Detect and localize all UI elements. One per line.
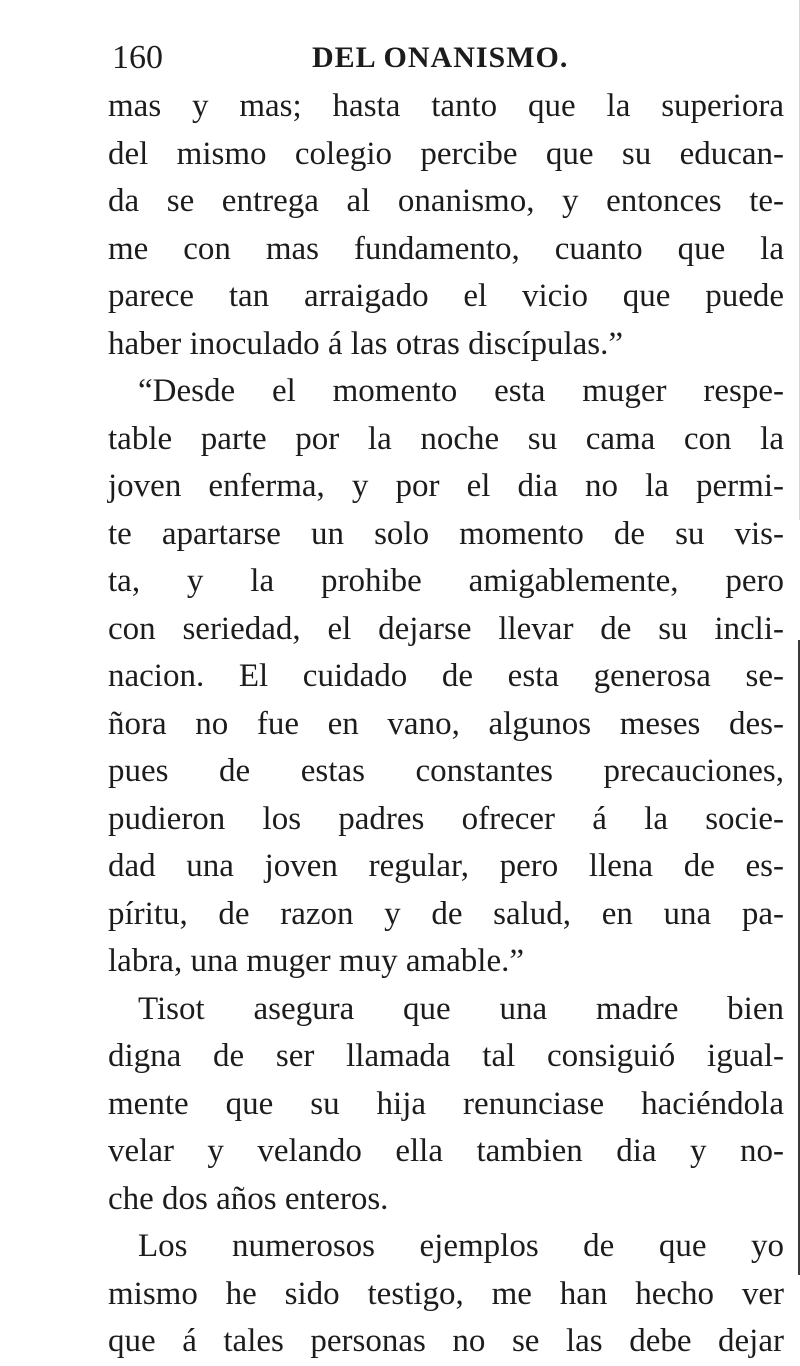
text-line: pues de estas constantes precauciones, (108, 753, 784, 789)
page-number: 160 (112, 39, 163, 76)
text-line: digna de ser llamada tal consiguió igual- (108, 1038, 784, 1074)
text-line: del mismo colegio percibe que su educan- (108, 135, 784, 172)
text-line: nacion. El cuidado de esta generosa se- (108, 658, 784, 694)
text-line: ta, y la prohibe amigablemente, pero (108, 563, 784, 599)
text-line: da se entrega al onanismo, y entonces te- (108, 183, 784, 219)
paragraph-start-line: “Desde el momento esta muger respe- (138, 373, 784, 409)
text-line: parece tan arraigado el vicio que puede (108, 278, 784, 314)
text-line: haber inoculado á las otras discípulas.” (108, 325, 623, 362)
text-line: que á tales personas no se las debe dejar (108, 1323, 784, 1359)
text-line: píritu, de razon y de salud, en una pa- (108, 895, 784, 932)
text-line: labra, una muger muy amable.” (108, 943, 524, 979)
text-line: joven enferma, y por el dia no la permi- (108, 468, 784, 504)
text-line: mismo he sido testigo, me han hecho ver (108, 1275, 784, 1312)
paragraph-start-line: Los numerosos ejemplos de que yo (138, 1228, 784, 1264)
text-line: te apartarse un solo momento de su vis- (108, 515, 784, 552)
text-line: con seriedad, el dejarse llevar de su incli- (108, 610, 784, 647)
body-text (108, 83, 784, 1366)
text-line: me con mas fundamento, cuanto que la (108, 230, 784, 267)
text-line: mente que su hija renunciase haciéndola (108, 1085, 784, 1122)
text-line: velar y velando ella tambien dia y no- (108, 1133, 784, 1169)
paragraph-start-line: Tisot asegura que una madre bien (138, 990, 784, 1027)
text-line: table parte por la noche su cama con la (108, 420, 784, 457)
text-line: mas y mas; hasta tanto que la superiora (108, 88, 784, 124)
page-header (112, 34, 752, 82)
text-line: pudieron los padres ofrecer á la socie- (108, 800, 784, 837)
text-line: ñora no fue en vano, algunos meses des- (108, 705, 784, 742)
text-line: dad una joven regular, pero llena de es- (108, 848, 784, 884)
text-line: che dos años enteros. (108, 1180, 389, 1217)
running-title: DEL ONANISMO. (312, 41, 569, 74)
